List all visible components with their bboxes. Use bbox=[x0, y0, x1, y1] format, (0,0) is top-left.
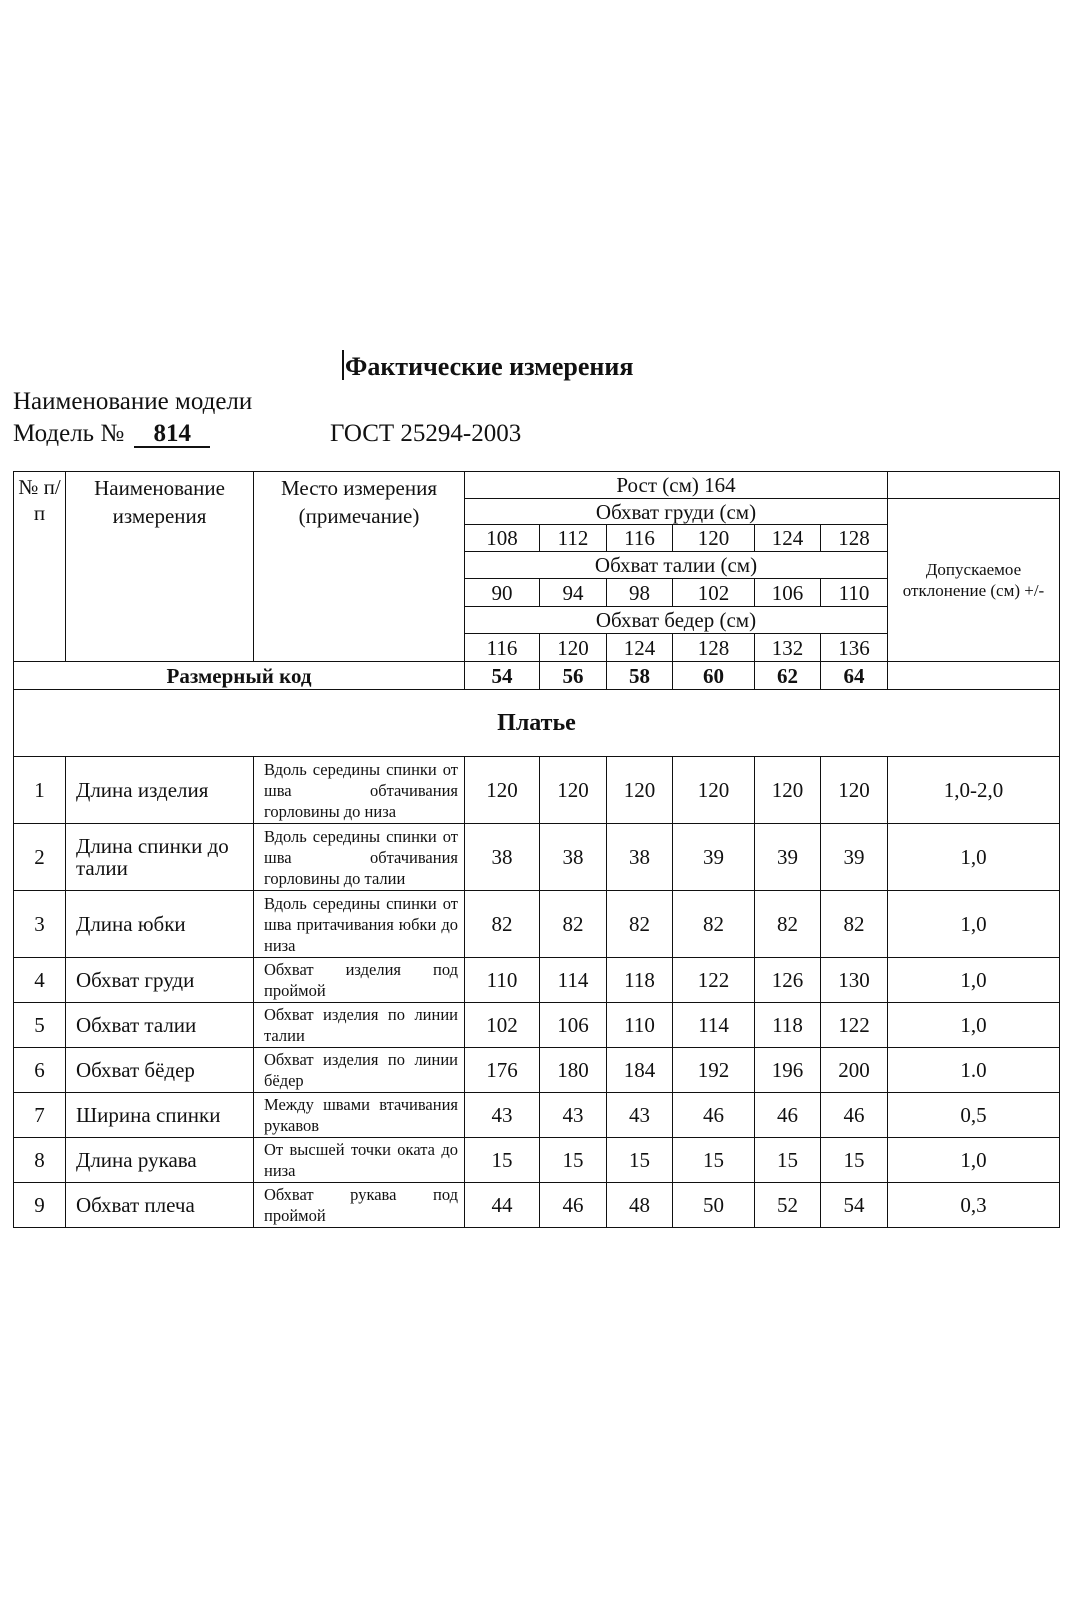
hips-value: 116 bbox=[465, 634, 540, 662]
row-value: 122 bbox=[821, 1003, 888, 1048]
table-row bbox=[14, 1093, 1060, 1138]
row-tolerance: 1,0 bbox=[888, 958, 1060, 1003]
row-name: Ширина спинки bbox=[66, 1093, 254, 1138]
row-num: 6 bbox=[14, 1048, 66, 1093]
row-value: 15 bbox=[673, 1138, 755, 1183]
bust-value: 124 bbox=[755, 525, 821, 552]
header-hips: Обхват бедер (см) bbox=[465, 607, 888, 634]
row-value: 48 bbox=[607, 1183, 673, 1228]
row-value: 44 bbox=[465, 1183, 540, 1228]
row-value: 82 bbox=[540, 891, 607, 958]
header-measurement-name: Наименование измерения bbox=[66, 472, 254, 662]
row-value: 120 bbox=[607, 757, 673, 824]
row-value: 122 bbox=[673, 958, 755, 1003]
row-note: Вдоль середины спинки от шва притачивания юбки до низа bbox=[254, 891, 465, 958]
row-num: 4 bbox=[14, 958, 66, 1003]
row-num: 2 bbox=[14, 824, 66, 891]
row-value: 184 bbox=[607, 1048, 673, 1093]
row-note: Обхват изделия по линии бёдер bbox=[254, 1048, 465, 1093]
row-value: 39 bbox=[673, 824, 755, 891]
row-tolerance: 1,0-2,0 bbox=[888, 757, 1060, 824]
row-value: 38 bbox=[540, 824, 607, 891]
hips-value: 124 bbox=[607, 634, 673, 662]
size-code: 60 bbox=[673, 662, 755, 690]
row-value: 114 bbox=[540, 958, 607, 1003]
row-num: 1 bbox=[14, 757, 66, 824]
row-tolerance: 1,0 bbox=[888, 1003, 1060, 1048]
size-code-label: Размерный код bbox=[14, 662, 465, 690]
row-tolerance: 1,0 bbox=[888, 824, 1060, 891]
header-measurement-place: Место измерения (примечание) bbox=[254, 472, 465, 662]
row-name: Обхват талии bbox=[66, 1003, 254, 1048]
row-value: 39 bbox=[821, 824, 888, 891]
size-code-empty bbox=[888, 662, 1060, 690]
table-row bbox=[14, 824, 1060, 891]
bust-value: 128 bbox=[821, 525, 888, 552]
waist-value: 98 bbox=[607, 579, 673, 607]
row-note: Обхват рукава под проймой bbox=[254, 1183, 465, 1228]
row-tolerance: 0,5 bbox=[888, 1093, 1060, 1138]
gost-standard: ГОСТ 25294-2003 bbox=[330, 420, 522, 447]
row-value: 82 bbox=[821, 891, 888, 958]
bust-value: 120 bbox=[673, 525, 755, 552]
header-waist: Обхват талии (см) bbox=[465, 552, 888, 579]
row-value: 130 bbox=[821, 958, 888, 1003]
row-value: 15 bbox=[540, 1138, 607, 1183]
row-value: 114 bbox=[673, 1003, 755, 1048]
row-value: 126 bbox=[755, 958, 821, 1003]
table-row bbox=[14, 1138, 1060, 1183]
row-num: 8 bbox=[14, 1138, 66, 1183]
size-code: 54 bbox=[465, 662, 540, 690]
waist-value: 90 bbox=[465, 579, 540, 607]
row-value: 176 bbox=[465, 1048, 540, 1093]
measurements-table bbox=[13, 471, 1060, 1228]
size-code: 58 bbox=[607, 662, 673, 690]
row-name: Обхват бёдер bbox=[66, 1048, 254, 1093]
row-value: 15 bbox=[755, 1138, 821, 1183]
waist-value: 94 bbox=[540, 579, 607, 607]
row-name: Длина рукава bbox=[66, 1138, 254, 1183]
row-name: Обхват плеча bbox=[66, 1183, 254, 1228]
row-value: 50 bbox=[673, 1183, 755, 1228]
header-bust: Обхват груди (см) bbox=[465, 499, 888, 525]
row-tolerance: 1.0 bbox=[888, 1048, 1060, 1093]
row-value: 200 bbox=[821, 1048, 888, 1093]
row-value: 82 bbox=[673, 891, 755, 958]
waist-value: 110 bbox=[821, 579, 888, 607]
size-code: 62 bbox=[755, 662, 821, 690]
row-name: Длина спинки до талии bbox=[66, 824, 254, 891]
row-value: 120 bbox=[755, 757, 821, 824]
row-value: 15 bbox=[465, 1138, 540, 1183]
row-value: 52 bbox=[755, 1183, 821, 1228]
table-row bbox=[14, 891, 1060, 958]
row-value: 43 bbox=[465, 1093, 540, 1138]
row-value: 46 bbox=[540, 1183, 607, 1228]
hips-value: 136 bbox=[821, 634, 888, 662]
row-value: 120 bbox=[465, 757, 540, 824]
row-note: От высшей точки оката до низа bbox=[254, 1138, 465, 1183]
size-code-row bbox=[14, 662, 1060, 690]
row-note: Вдоль середины спинки от шва обтачивания горловины до низа bbox=[254, 757, 465, 824]
section-title: Платье bbox=[14, 690, 1060, 757]
text-cursor bbox=[342, 350, 344, 380]
bust-value: 116 bbox=[607, 525, 673, 552]
waist-value: 106 bbox=[755, 579, 821, 607]
header-num: № п/ п bbox=[14, 472, 66, 662]
row-value: 38 bbox=[465, 824, 540, 891]
waist-value: 102 bbox=[673, 579, 755, 607]
model-number-line: Модель № 814 bbox=[13, 420, 210, 448]
row-value: 118 bbox=[607, 958, 673, 1003]
row-num: 9 bbox=[14, 1183, 66, 1228]
hips-value: 128 bbox=[673, 634, 755, 662]
row-value: 192 bbox=[673, 1048, 755, 1093]
size-code: 56 bbox=[540, 662, 607, 690]
row-note: Вдоль середины спинки от шва обтачивания горловины до талии bbox=[254, 824, 465, 891]
row-value: 82 bbox=[607, 891, 673, 958]
row-value: 120 bbox=[821, 757, 888, 824]
row-value: 110 bbox=[465, 958, 540, 1003]
header-height: Рост (см) 164 bbox=[465, 472, 888, 499]
row-value: 102 bbox=[465, 1003, 540, 1048]
row-value: 46 bbox=[821, 1093, 888, 1138]
hips-value: 132 bbox=[755, 634, 821, 662]
row-value: 180 bbox=[540, 1048, 607, 1093]
table-row bbox=[14, 1003, 1060, 1048]
row-value: 54 bbox=[821, 1183, 888, 1228]
row-name: Длина юбки bbox=[66, 891, 254, 958]
row-value: 15 bbox=[607, 1138, 673, 1183]
row-value: 43 bbox=[540, 1093, 607, 1138]
row-value: 82 bbox=[465, 891, 540, 958]
size-code: 64 bbox=[821, 662, 888, 690]
row-value: 46 bbox=[673, 1093, 755, 1138]
table-row bbox=[14, 1183, 1060, 1228]
row-name: Обхват груди bbox=[66, 958, 254, 1003]
row-value: 118 bbox=[755, 1003, 821, 1048]
bust-value: 112 bbox=[540, 525, 607, 552]
row-value: 15 bbox=[821, 1138, 888, 1183]
model-number: 814 bbox=[134, 422, 210, 448]
row-tolerance: 0,3 bbox=[888, 1183, 1060, 1228]
row-value: 106 bbox=[540, 1003, 607, 1048]
row-value: 120 bbox=[673, 757, 755, 824]
model-name-label: Наименование модели bbox=[13, 388, 253, 415]
row-note: Обхват изделия под проймой bbox=[254, 958, 465, 1003]
table-row bbox=[14, 958, 1060, 1003]
hips-value: 120 bbox=[540, 634, 607, 662]
document-title: Фактические измерения bbox=[342, 350, 633, 382]
table-row bbox=[14, 1048, 1060, 1093]
header-tolerance: Допускаемое отклонение (см) +/- bbox=[888, 499, 1060, 662]
row-note: Между швами втачивания рукавов bbox=[254, 1093, 465, 1138]
row-value: 110 bbox=[607, 1003, 673, 1048]
row-note: Обхват изделия по линии талии bbox=[254, 1003, 465, 1048]
row-tolerance: 1,0 bbox=[888, 891, 1060, 958]
row-value: 38 bbox=[607, 824, 673, 891]
row-value: 46 bbox=[755, 1093, 821, 1138]
row-num: 5 bbox=[14, 1003, 66, 1048]
row-value: 82 bbox=[755, 891, 821, 958]
bust-value: 108 bbox=[465, 525, 540, 552]
row-num: 7 bbox=[14, 1093, 66, 1138]
row-tolerance: 1,0 bbox=[888, 1138, 1060, 1183]
table-row bbox=[14, 757, 1060, 824]
row-value: 196 bbox=[755, 1048, 821, 1093]
header-tolerance-top bbox=[888, 472, 1060, 499]
row-num: 3 bbox=[14, 891, 66, 958]
row-value: 120 bbox=[540, 757, 607, 824]
row-value: 43 bbox=[607, 1093, 673, 1138]
row-name: Длина изделия bbox=[66, 757, 254, 824]
row-value: 39 bbox=[755, 824, 821, 891]
